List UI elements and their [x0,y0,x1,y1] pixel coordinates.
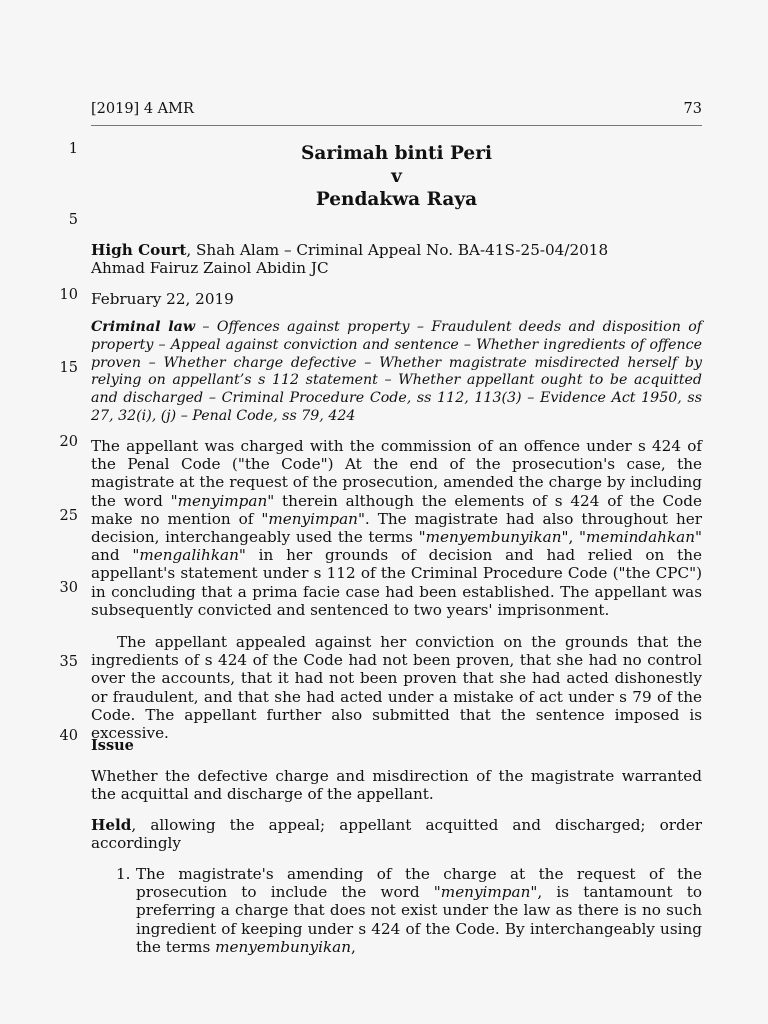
text-run: The magistrate's amending of the charge at the request of the prosecution to include the word " [136,865,702,902]
case-title-party2: Pendakwa Raya [315,189,478,210]
case-title-versus: v [391,166,402,187]
text-run: , [350,937,356,956]
italic-term: menyimpan [268,509,358,528]
line-number: 10 [59,287,78,303]
line-number: 5 [68,212,78,228]
catchwords-text: – Offences against property – Fraudulent deeds and disposition of property – Appeal against conviction and sentence – Whether ingredients of offence proven – Whether charge defective – Whether magistrate misdirected herself by relying on appellant’s s 112 statement – Whether appellant ought to be acquitted and discharged – Criminal Procedure Code, ss 112, 113(3) – Evidence Act 1950, ss 27, 32(i), (j) – Penal Code, ss 79, 424 [91,319,702,424]
appeal-grounds-paragraph: The appellant appealed against her conviction on the grounds that the ingredients of s 424 of the Code had not been proven, that she had no control over the accounts, that it had not been proven that she had acted dishonestly or fraudulent, and that she had acted under a mistake of act under s 79 of the Code. The appellant further also submitted that the sentence imposed is excessive. [91,633,702,743]
issue-text: Whether the defective charge and misdirection of the magistrate warranted the acquittal and discharge of the appellant. [91,767,702,804]
report-citation: [2019] 4 AMR [91,101,194,117]
holding-text [116,865,702,956]
line-number: 35 [59,654,78,670]
line-number: 20 [59,434,78,450]
text-run: " and " [91,528,702,565]
text-run: ", is tantamount to preferring a charge that does not exist under the law as there is no such ingredient of keeping under s 424 of the Code. By interchangeably using the terms [136,883,702,956]
italic-term: mengalihkan [139,546,239,565]
court-line [91,241,702,259]
italic-term: menyembunyikan [425,528,562,547]
text-run: " therein although the elements of s 424 of the Code make no mention of " [91,491,702,528]
holding-number: 1. [116,865,131,883]
decision-date: February 22, 2019 [91,290,234,308]
text-run: ". The magistrate had also throughout her decision, interchangeably used the terms " [91,509,702,547]
held-paragraph [91,816,702,852]
line-number: 30 [59,580,78,596]
text-run: " in her grounds of decision and had relied on the appellant's statement under s 112 of the Criminal Procedure Code ("the CPC") in concluding that a prima facie case had been established. The appellant was subsequently convicted and sentenced to two years' imprisonment. [91,546,702,619]
text-run: ", " [561,528,586,547]
judge-name: Ahmad Fairuz Zainol Abidin JC [91,259,329,277]
case-title-party1: Sarimah binti Peri [301,143,492,164]
italic-term: menyimpan [177,491,268,510]
court-name: High Court [91,241,187,259]
italic-term: memindahkan [585,528,695,547]
line-number: 25 [59,508,78,524]
held-label: Held [91,816,132,834]
italic-term: menyembunyikan [215,937,351,956]
issue-heading: Issue [91,737,134,754]
catchwords [91,319,702,426]
page-number: 73 [683,101,702,117]
italic-term: menyimpan [440,883,531,902]
catchwords-lead: Criminal law [91,319,196,335]
line-number: 40 [59,728,78,744]
text-run: The appellant was charged with the commission of an offence under s 424 of the Penal Code ("the Code") At the end of the prosecution's case, the magistrate at the request of the prosecution, amended the charge by including the word " [91,437,702,510]
line-number: 15 [59,360,78,376]
held-text: , allowing the appeal; appellant acquitted and discharged; order accordingly [91,816,702,853]
holding-point-1 [116,865,702,956]
line-number: 1 [68,141,78,157]
court-detail: , Shah Alam – Criminal Appeal No. BA-41S-25-04/2018 [186,241,609,259]
facts-paragraph [91,437,702,619]
header-rule [91,125,702,126]
